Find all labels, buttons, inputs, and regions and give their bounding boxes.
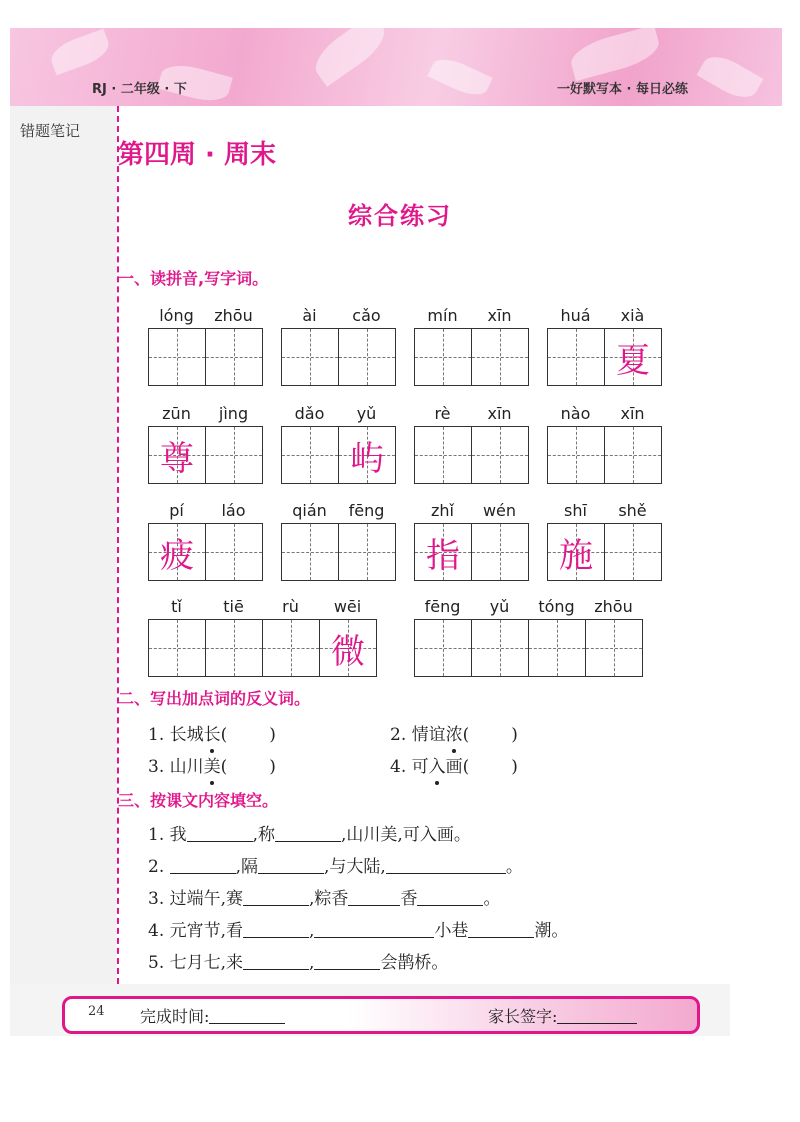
writing-box[interactable] bbox=[415, 620, 471, 676]
word-item bbox=[547, 306, 662, 386]
parent-signature-field[interactable] bbox=[488, 1004, 637, 1027]
writing-box[interactable] bbox=[338, 524, 395, 580]
writing-box[interactable] bbox=[548, 524, 604, 580]
hint-character bbox=[415, 427, 471, 483]
hint-character bbox=[472, 427, 528, 483]
finish-time-label: 完成时间: bbox=[140, 1007, 210, 1026]
item-text: ( bbox=[220, 757, 228, 777]
parent-signature-label: 家长签字: bbox=[488, 1007, 558, 1026]
writing-box[interactable] bbox=[149, 427, 205, 483]
hint-character: 施 bbox=[559, 535, 593, 576]
antonym-item bbox=[148, 720, 276, 745]
hint-character bbox=[472, 620, 528, 676]
answer-blank[interactable] bbox=[348, 889, 400, 906]
pinyin-syllable: tiē bbox=[223, 597, 244, 616]
pinyin-syllable: rè bbox=[434, 404, 451, 423]
writing-box[interactable] bbox=[415, 427, 471, 483]
answer-blank[interactable] bbox=[314, 921, 434, 938]
word-item bbox=[148, 501, 263, 581]
pinyin-syllable: fēng bbox=[424, 597, 461, 616]
writing-box[interactable] bbox=[471, 427, 528, 483]
writing-box[interactable] bbox=[528, 620, 585, 676]
pinyin-syllable: xīn bbox=[620, 404, 645, 423]
pinyin-syllable: xīn bbox=[487, 404, 512, 423]
hint-character bbox=[415, 329, 471, 385]
antonym-item bbox=[148, 752, 276, 777]
writing-box[interactable] bbox=[415, 329, 471, 385]
hint-character bbox=[548, 427, 604, 483]
hint-character bbox=[472, 524, 528, 580]
writing-box[interactable] bbox=[282, 427, 338, 483]
hint-character: 尊 bbox=[160, 438, 194, 479]
writing-box[interactable] bbox=[282, 524, 338, 580]
writing-box[interactable] bbox=[205, 524, 262, 580]
writing-box[interactable] bbox=[471, 329, 528, 385]
hint-character: 微 bbox=[331, 631, 365, 672]
pinyin-syllable: tóng bbox=[538, 597, 575, 616]
pinyin-syllable: jìng bbox=[218, 404, 249, 423]
pinyin-syllable: nào bbox=[560, 404, 591, 423]
fill-text: 2. bbox=[148, 857, 170, 877]
writing-box[interactable] bbox=[585, 620, 642, 676]
fill-text: 。 bbox=[505, 857, 523, 877]
hint-character bbox=[339, 524, 395, 580]
divider bbox=[117, 106, 119, 984]
word-item bbox=[547, 501, 662, 581]
sidebar-label: 错题笔记 bbox=[20, 122, 81, 140]
pinyin-syllable: fēng bbox=[348, 501, 385, 520]
answer-blank[interactable] bbox=[258, 857, 324, 874]
hint-character bbox=[339, 329, 395, 385]
fill-text: 会鹊桥。 bbox=[380, 953, 449, 973]
fill-text: 3. 过端午,赛 bbox=[148, 889, 244, 909]
answer-blank[interactable] bbox=[468, 921, 534, 938]
item-text: ( bbox=[462, 725, 470, 745]
header-left: RJ · 二年级 · 下 bbox=[92, 82, 187, 97]
item-text: 画( bbox=[445, 757, 470, 777]
section1-title: 一、读拼音,写字词。 bbox=[118, 269, 269, 288]
word-item bbox=[148, 306, 263, 386]
writing-box[interactable] bbox=[282, 329, 338, 385]
item-text: 情谊 bbox=[411, 725, 446, 745]
dotted-character: 浓 bbox=[446, 720, 463, 745]
pinyin-syllable: láo bbox=[221, 501, 246, 520]
header-right: 一好默写本 · 每日必练 bbox=[557, 82, 688, 97]
writing-box[interactable] bbox=[205, 329, 262, 385]
word-item bbox=[414, 597, 643, 677]
pinyin-syllable: zhōu bbox=[594, 597, 633, 616]
antonym-item bbox=[390, 720, 518, 745]
pinyin-syllable: rù bbox=[282, 597, 299, 616]
fill-text: 。 bbox=[483, 889, 501, 909]
fill-text: 潮。 bbox=[534, 921, 569, 941]
word-item bbox=[148, 597, 377, 677]
word-item bbox=[414, 404, 529, 484]
item-text: ) bbox=[511, 757, 518, 777]
word-item bbox=[281, 501, 396, 581]
pinyin-syllable: huá bbox=[560, 306, 591, 325]
answer-blank[interactable] bbox=[275, 825, 341, 842]
pinyin-syllable: lóng bbox=[159, 306, 194, 325]
week-title: 第四周 · 周末 bbox=[118, 140, 276, 170]
pinyin-syllable: dǎo bbox=[294, 404, 325, 423]
fill-line bbox=[148, 852, 523, 877]
hint-character: 屿 bbox=[350, 438, 384, 479]
fill-text: , bbox=[309, 921, 315, 941]
pinyin-syllable: ài bbox=[302, 306, 317, 325]
fill-text: ,粽香 bbox=[309, 889, 349, 909]
item-number: 3. bbox=[148, 757, 165, 777]
writing-box[interactable] bbox=[205, 427, 262, 483]
writing-box[interactable] bbox=[338, 329, 395, 385]
hint-character bbox=[206, 620, 262, 676]
hint-character bbox=[263, 620, 319, 676]
pinyin-syllable: shī bbox=[564, 501, 587, 520]
hint-character bbox=[605, 427, 661, 483]
writing-box[interactable] bbox=[415, 524, 471, 580]
hint-character: 疲 bbox=[160, 535, 194, 576]
pinyin-syllable: yǔ bbox=[356, 404, 377, 423]
item-number: 1. bbox=[148, 725, 165, 745]
fill-line bbox=[148, 916, 568, 941]
item-text: ) bbox=[269, 725, 276, 745]
hint-character bbox=[529, 620, 585, 676]
answer-blank[interactable] bbox=[417, 889, 483, 906]
item-text: ) bbox=[269, 757, 276, 777]
hint-character: 指 bbox=[426, 535, 460, 576]
writing-box[interactable] bbox=[262, 620, 319, 676]
fill-text: ,山川美,可入画。 bbox=[341, 825, 471, 845]
writing-box[interactable] bbox=[319, 620, 376, 676]
writing-box[interactable] bbox=[149, 329, 205, 385]
pinyin-syllable: wén bbox=[482, 501, 517, 520]
fill-text: 1. 我 bbox=[148, 825, 187, 845]
writing-box[interactable] bbox=[548, 427, 604, 483]
fill-text: 4. 元宵节,看 bbox=[148, 921, 244, 941]
dotted-character: 长 bbox=[204, 720, 221, 745]
hint-character bbox=[282, 329, 338, 385]
pinyin-syllable: wēi bbox=[333, 597, 362, 616]
hint-character bbox=[472, 329, 528, 385]
word-item bbox=[414, 501, 529, 581]
answer-blank[interactable] bbox=[386, 857, 506, 874]
writing-box[interactable] bbox=[149, 524, 205, 580]
fill-text: , bbox=[309, 953, 315, 973]
pinyin-syllable: xià bbox=[620, 306, 645, 325]
writing-box[interactable] bbox=[471, 524, 528, 580]
fill-line bbox=[148, 948, 448, 973]
pinyin-syllable: zūn bbox=[162, 404, 191, 423]
hint-character: 夏 bbox=[616, 340, 650, 381]
hint-character bbox=[282, 427, 338, 483]
fill-text: 香 bbox=[400, 889, 418, 909]
answer-blank[interactable] bbox=[243, 953, 309, 970]
writing-box[interactable] bbox=[604, 329, 661, 385]
fill-text: 5. 七月七,来 bbox=[148, 953, 244, 973]
pinyin-syllable: mín bbox=[427, 306, 458, 325]
word-item bbox=[414, 306, 529, 386]
hint-character bbox=[149, 329, 205, 385]
finish-time-field[interactable] bbox=[140, 1004, 285, 1027]
writing-box[interactable] bbox=[548, 329, 604, 385]
item-text: ) bbox=[511, 725, 518, 745]
hint-character bbox=[605, 524, 661, 580]
pinyin-syllable: tǐ bbox=[171, 597, 182, 616]
word-item bbox=[148, 404, 263, 484]
answer-blank[interactable] bbox=[243, 921, 309, 938]
writing-box[interactable] bbox=[338, 427, 395, 483]
item-text: 可 bbox=[411, 757, 429, 777]
section2-title: 二、写出加点词的反义词。 bbox=[118, 689, 311, 708]
answer-blank[interactable] bbox=[243, 889, 309, 906]
pinyin-syllable: cǎo bbox=[352, 306, 381, 325]
finish-time-blank[interactable] bbox=[209, 1007, 285, 1024]
fill-line bbox=[148, 884, 500, 909]
dotted-character: 入 bbox=[429, 752, 446, 777]
hint-character bbox=[206, 329, 262, 385]
hint-character bbox=[206, 524, 262, 580]
answer-blank[interactable] bbox=[187, 825, 253, 842]
hint-character bbox=[149, 620, 205, 676]
writing-box[interactable] bbox=[604, 427, 661, 483]
pinyin-syllable: pí bbox=[169, 501, 184, 520]
hint-character bbox=[586, 620, 642, 676]
answer-blank[interactable] bbox=[170, 857, 236, 874]
writing-box[interactable] bbox=[149, 620, 205, 676]
parent-signature-blank[interactable] bbox=[557, 1007, 637, 1024]
fill-text: ,与大陆, bbox=[324, 857, 386, 877]
pinyin-syllable: xīn bbox=[487, 306, 512, 325]
fill-text: 小巷 bbox=[434, 921, 469, 941]
item-text: 长城 bbox=[169, 725, 204, 745]
pinyin-syllable: qián bbox=[292, 501, 327, 520]
fill-text: ,称 bbox=[252, 825, 276, 845]
word-item bbox=[281, 404, 396, 484]
answer-blank[interactable] bbox=[314, 953, 380, 970]
pinyin-syllable: yǔ bbox=[489, 597, 510, 616]
antonym-item bbox=[390, 752, 518, 777]
item-number: 4. bbox=[390, 757, 407, 777]
item-text: ( bbox=[220, 725, 228, 745]
hint-character bbox=[548, 329, 604, 385]
sidebar bbox=[10, 106, 117, 984]
fill-line bbox=[148, 820, 471, 845]
item-text: 山川 bbox=[169, 757, 204, 777]
item-number: 2. bbox=[390, 725, 407, 745]
page-number: 24 bbox=[88, 1004, 105, 1019]
pinyin-syllable: zhōu bbox=[214, 306, 253, 325]
fill-text: ,隔 bbox=[235, 857, 259, 877]
practice-title: 综合练习 bbox=[348, 202, 452, 230]
word-item bbox=[281, 306, 396, 386]
writing-box[interactable] bbox=[471, 620, 528, 676]
hint-character bbox=[415, 620, 471, 676]
dotted-character: 美 bbox=[204, 752, 221, 777]
writing-box[interactable] bbox=[205, 620, 262, 676]
word-item bbox=[547, 404, 662, 484]
pinyin-syllable: zhǐ bbox=[431, 501, 454, 520]
hint-character bbox=[282, 524, 338, 580]
pinyin-syllable: shě bbox=[618, 501, 647, 520]
section3-title: 三、按课文内容填空。 bbox=[118, 791, 279, 810]
writing-box[interactable] bbox=[604, 524, 661, 580]
hint-character bbox=[206, 427, 262, 483]
